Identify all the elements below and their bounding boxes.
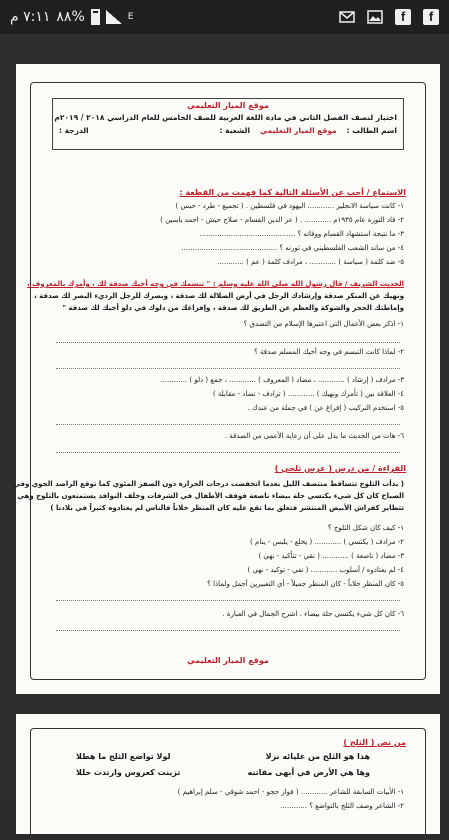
grade-label: الدرجة :	[59, 126, 89, 135]
verse-2-right: وها هي الأرض في أبهى مفاتنه	[247, 768, 370, 777]
footer-site-name: موقع الميار التعليمي	[187, 656, 269, 665]
student-name-value: موقع الميار التعليمي	[260, 126, 337, 135]
hadith-q1: ١- اذكر بعض الأعمال التي اعتبرها الإسلام من التصدق ؟	[243, 320, 404, 328]
poem-q1: ١- الأبيات السابقة للشاعر ............ ( فواز حجو - احمد شوقي - سلم إبراهيم )	[177, 788, 404, 796]
listening-q3: ٣- ما نتيجة استشهاد القسام ووفاته ؟ ...........................................	[199, 230, 404, 238]
reading-text-2: الصباح كان كل شيء يكتسي حلة بيضاء ناصعة فوقف الأطفال في الشرفات وخلف النوافذ يستمتعون بالثلوج وهي	[17, 492, 404, 500]
document-viewer[interactable]	[0, 34, 449, 810]
reading-title: القراءة / من درس ( عرس ثلجي )	[274, 464, 406, 473]
poem-title: من نص ( الثلج )	[343, 738, 406, 747]
listening-title: الاستماع / أجب عن الأسئلة التالية كما فهمت من القطعة :	[179, 188, 406, 197]
hadith-q4: ٤- العلاقة بين ( تأمرك ونهيك ) ............ ( ترادف - تضاد - مقابلة )	[212, 390, 404, 398]
status-left	[10, 9, 133, 25]
listening-q5: ٥- ضد كلمة ( سياسة ) ............ ، مرادف كلمة ( عم ) ............	[217, 258, 404, 266]
reading-q5: ٥- كان المنظر خلاباً - كان المنظر جميلاً - أي التعبيرين أجمل ولماذا ؟	[207, 580, 404, 588]
reading-q3: ٣- مضاد ( ناصعة ) ............ ( نقي - تتأكيد - نهي )	[258, 552, 404, 560]
status-right	[339, 9, 439, 25]
hadith-q3: ٣- مرادف ( إرشاد ) ............ ، مضاد ( المعروف ) ............ ، جمع ( دلو ) ............	[160, 376, 404, 384]
answer-line	[56, 600, 400, 601]
answer-line	[56, 452, 400, 453]
exam-header	[52, 98, 404, 150]
signal-icon	[106, 10, 122, 24]
facebook-icon: f	[395, 9, 411, 25]
hadith-text-1: ونهيك عن المنكر صدقة وإرشادك الرجل في أرض الضلالة لك صدقة ، وبصرك للرجل الرديء البصر لك صدقة ،	[34, 292, 404, 300]
hadith-title: الحديث الشريف / قال رسول الله صلى الله عليه وسلم : " تبسمك في وجه أخيك صدقة لك ، وأمرك بالمعروف ،	[26, 280, 404, 288]
status-bar	[0, 0, 449, 34]
facebook-notification-icon: f	[423, 9, 439, 25]
image-icon	[367, 9, 383, 25]
listening-q2: ٢- قاد الثورة عام ١٩٣٥م ............ . ( عز الدين القسام - صلاح حيش - احمد ياسين )	[160, 216, 404, 224]
listening-q1: ١- كانت سياسة الانجليز ............ اليهود في فلسطين . ( تجميع - طرد - حبس )	[175, 202, 404, 210]
reading-q4: ٤- لم يعتادوه / أسلوب ............ ( نفي - توكيد - نهي )	[247, 566, 404, 574]
reading-q6: ٦- كان كل شيء يكتسي حلة بيضاء . اشرح الجمال في العبارة .	[222, 610, 404, 618]
poem-q2: ٢- الشاعر وصف الثلج بالتواضع ؟ ............	[280, 802, 404, 810]
verse-2-left: تزينت كعروس وارتدت حللا	[76, 768, 181, 777]
reading-q1: ١- كيف كان شكل الثلوج ؟	[327, 524, 404, 532]
clock: ٧:١١ م	[10, 9, 51, 25]
student-info-row	[59, 126, 397, 135]
hadith-q2: ٢- لماذا كانت التبسم في وجه أخيك المسلم صدقة ؟	[254, 348, 404, 356]
student-name-label: اسم الطالب :	[346, 126, 397, 135]
reading-q2: ٢- مرادف ( يكتسي ) ............ ( يخلع - يلبس - ينام )	[250, 538, 404, 546]
answer-line	[56, 630, 400, 631]
section-label: الشعبة :	[219, 126, 251, 135]
answer-line	[56, 368, 400, 369]
hadith-q6: ٦- هات من الحديث ما يدل على أن رعاية الأعمى من الصدقة .	[224, 432, 404, 440]
answer-line	[56, 424, 400, 425]
exam-page-1	[13, 64, 440, 694]
network-type-icon: E	[127, 11, 134, 22]
exam-page-2	[16, 714, 440, 834]
verse-1-right: هذا هو الثلج من عليائه نزلا	[265, 752, 370, 761]
reading-text-1: ( بدأت الثلوج تتساقط منتصف الليل بعدما انخفضت درجات الحرارة دون الصفر المئوي كما توقع الراصد الجوي وفي	[13, 480, 404, 488]
verse-1-left: لولا تواضع الثلج ما هطلا	[76, 752, 171, 761]
listening-q4: ٤- من ساند الشعب الفلسطيني في ثورته ؟ ...........................................	[181, 244, 404, 252]
header-site-name: موقع الميار التعليمي	[187, 101, 269, 110]
mail-icon	[339, 9, 355, 25]
answer-line	[56, 342, 400, 343]
exam-title: اختبار لنصف الفصل الثاني في مادة اللغة العربية للصف الخامس للعام الدراسي ٢٠١٨ / ٢٠١٩م	[54, 113, 397, 122]
hadith-q5: ٥- استخدم التركيب ( إفراغ عن ) في جملة من عندك .	[247, 404, 404, 412]
hadith-text-2: وإماطتك الحجر والشوكة والعظم عن الطريق لك صدقة ، وإفراغك من دلوك في دلو أخيك لك صدقة "	[62, 304, 404, 312]
battery-icon	[91, 9, 100, 25]
reading-text-3: تتطاير كفراش الأبيض المنتشر فتعلق بما تقع عليه كان المنظر خلاباً فالناس لم يعتادوه كثيراً في بلادنا )	[50, 504, 404, 512]
battery-percent: ٨٨%	[56, 9, 85, 25]
